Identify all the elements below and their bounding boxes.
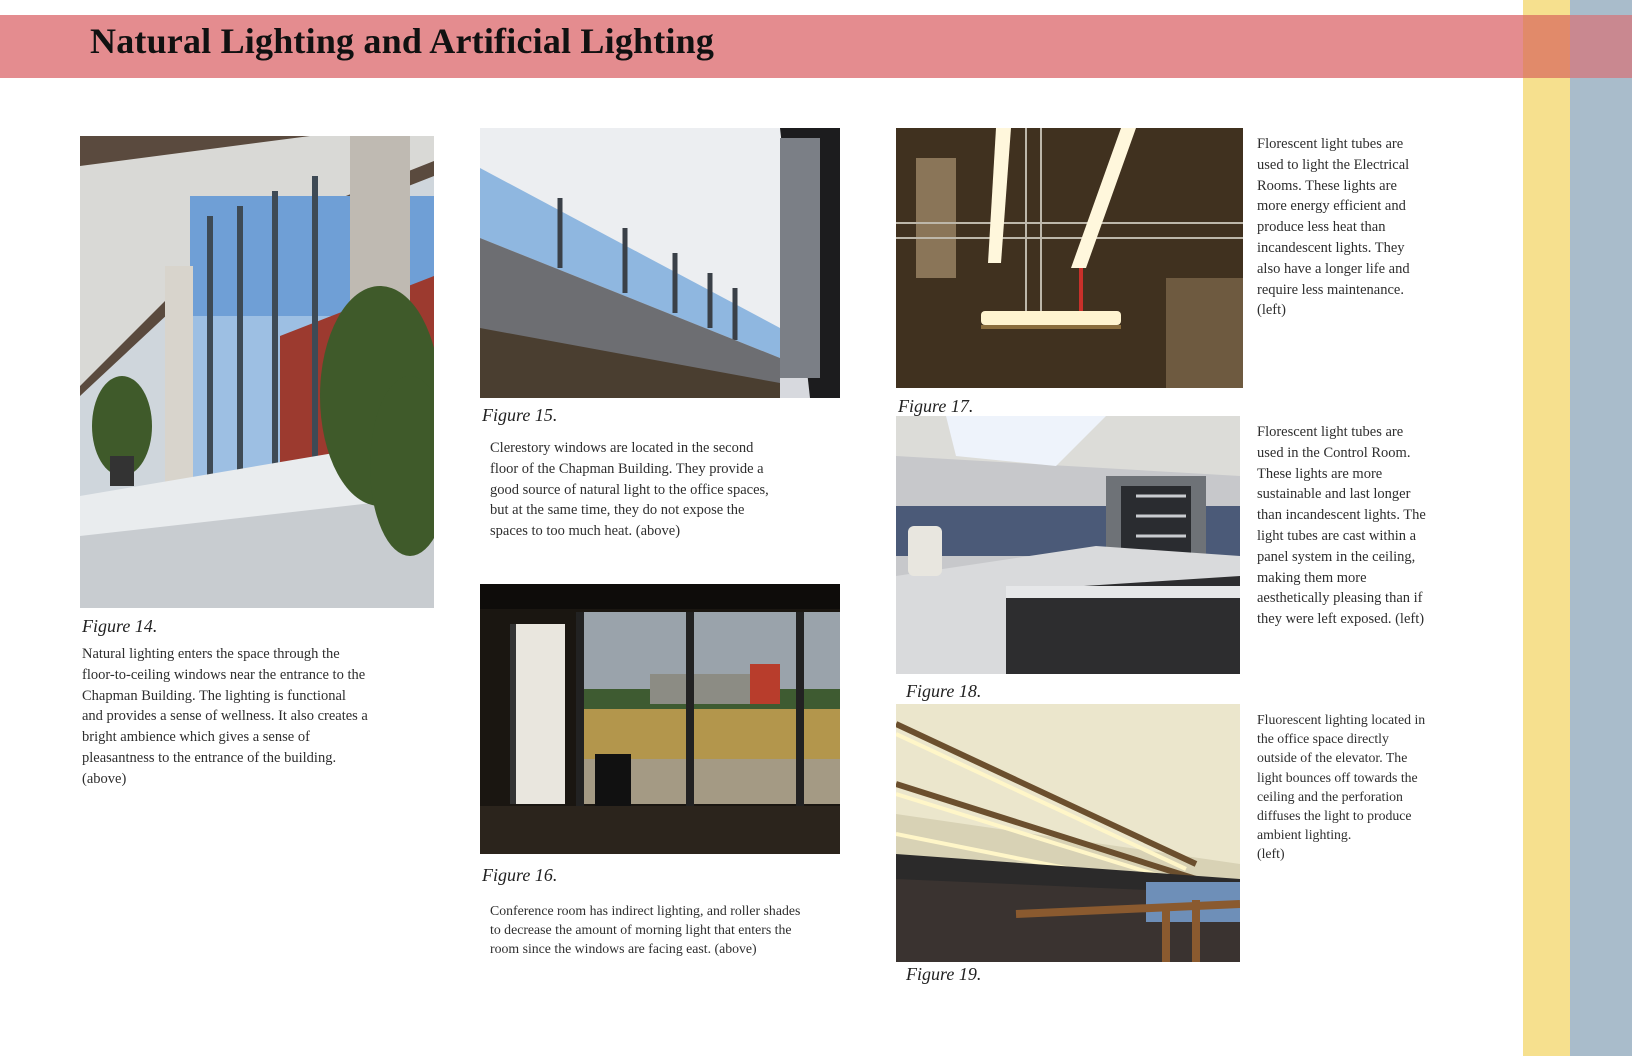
figure-16-caption: Figure 16. [482, 865, 558, 885]
figure-17-caption: Figure 17. [898, 396, 974, 416]
text-line: light bounces off towards the [1257, 769, 1418, 785]
text-line: (left) [1257, 846, 1285, 862]
text-line: the office space directly [1257, 731, 1389, 747]
text-line: Conference room has indirect lighting, and roller shades [490, 903, 801, 918]
figure-19-caption: Figure 19. [906, 964, 982, 984]
text-line: floor of the Chapman Building. They provide a [490, 460, 764, 477]
text-line: spaces to too much heat. (above) [490, 523, 681, 540]
figure-14-caption: Figure 14. [82, 616, 158, 636]
figure-17-photo [896, 128, 1243, 388]
figure-18-text [1257, 422, 1426, 630]
text-line: aesthetically pleasing than if [1257, 590, 1423, 607]
text-line: incandescent lights. They [1257, 239, 1405, 256]
text-line: but at the same time, they do not expose the [490, 502, 745, 519]
text-line: Rooms. These lights are [1257, 177, 1397, 194]
text-line: Fluorescent lighting located in [1257, 712, 1426, 727]
stripe-overlap-blue [1570, 15, 1632, 78]
text-line: sustainable and last longer [1257, 486, 1411, 503]
text-line: (left) [1257, 302, 1286, 319]
figure-14-photo [80, 136, 434, 608]
text-line: pleasantness to the entrance of the building. [82, 749, 337, 766]
figure-14-text [82, 644, 368, 790]
figure-16-photo [480, 584, 840, 854]
text-line: Florescent light tubes are [1257, 424, 1404, 440]
figure-18-photo [896, 416, 1240, 674]
stripe-overlap-yellow [1523, 15, 1570, 78]
figure-15-caption: Figure 15. [482, 405, 558, 425]
figure-18-caption: Figure 18. [906, 681, 982, 701]
text-line: and provides a sense of wellness. It also creates a [82, 708, 368, 725]
text-line: floor-to-ceiling windows near the entrance to the [82, 666, 366, 683]
text-line: used to light the Electrical [1257, 156, 1410, 173]
text-line: making them more [1257, 569, 1367, 586]
text-line: light tubes are cast within a [1257, 527, 1417, 544]
figure-17-text [1257, 134, 1410, 321]
text-line: used in the Control Room. [1257, 444, 1411, 461]
text-line: also have a longer life and [1257, 260, 1410, 277]
figure-19-photo [896, 704, 1240, 962]
text-line: they were left exposed. (left) [1257, 611, 1425, 628]
text-line: Natural lighting enters the space through the [82, 646, 340, 662]
text-line: than incandescent lights. The [1257, 507, 1426, 524]
page-title: Natural Lighting and Artificial Lighting [90, 21, 715, 61]
text-line: Florescent light tubes are [1257, 136, 1404, 152]
text-line: Clerestory windows are located in the second [490, 440, 754, 456]
text-line: produce less heat than [1257, 219, 1386, 236]
text-line: require less maintenance. [1257, 281, 1404, 298]
text-line: ambient lighting. [1257, 827, 1352, 843]
text-line: room since the windows are facing east. (above) [490, 941, 757, 957]
text-line: diffuses the light to produce [1257, 808, 1412, 824]
text-line: Chapman Building. The lighting is functional [82, 687, 346, 704]
figure-15-photo [480, 128, 840, 398]
figure-16-text [490, 901, 800, 959]
text-line: more energy efficient and [1257, 198, 1406, 215]
text-line: These lights are more [1257, 465, 1383, 482]
text-line: outside of the elevator. The [1257, 750, 1408, 766]
figure-15-text [490, 438, 769, 542]
text-line: good source of natural light to the office spaces, [490, 481, 769, 498]
blue-stripe [1570, 0, 1632, 1056]
text-line: bright ambience which gives a sense of [82, 729, 310, 746]
text-line: to decrease the amount of morning light that enters the [490, 922, 792, 938]
figure-19-text [1257, 710, 1425, 864]
text-line: panel system in the ceiling, [1257, 548, 1416, 565]
text-line: ceiling and the perforation [1257, 788, 1403, 804]
yellow-stripe [1523, 0, 1570, 1056]
text-line: (above) [82, 770, 127, 787]
